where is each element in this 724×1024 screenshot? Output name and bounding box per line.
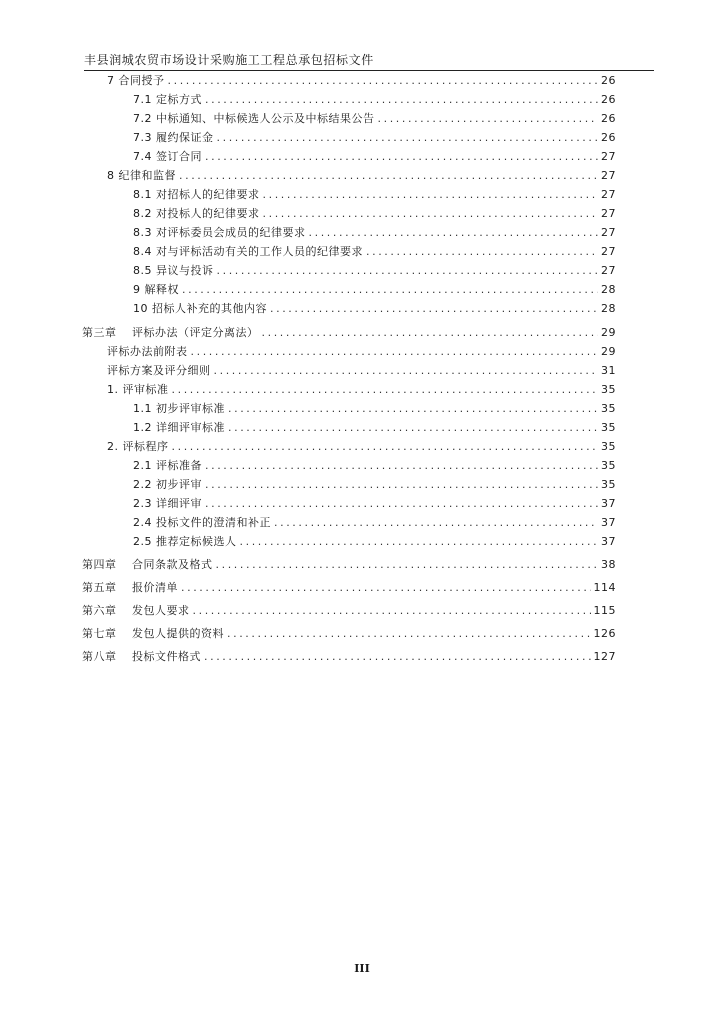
toc-entry-label: 8 纪律和监督 xyxy=(107,169,176,182)
toc-leader xyxy=(172,440,599,454)
toc-entry-8-5[interactable] xyxy=(133,260,616,278)
toc-entry-page: 27 xyxy=(601,226,616,239)
toc-entry-label: 2.1 评标准备 xyxy=(133,459,202,472)
toc-chapter-number: 第七章 xyxy=(82,627,117,640)
toc-entry-2-3[interactable] xyxy=(133,493,616,511)
toc-entry-8-4[interactable] xyxy=(133,241,616,259)
toc-entry-page: 37 xyxy=(601,516,616,529)
toc-entry-page: 37 xyxy=(601,535,616,548)
toc-entry-2[interactable] xyxy=(107,436,616,454)
toc-entry-label: 8.3 对评标委员会成员的纪律要求 xyxy=(133,226,306,239)
toc-entry-page: 127 xyxy=(593,650,616,663)
toc-entry-label: 8.4 对与评标活动有关的工作人员的纪律要求 xyxy=(133,245,363,258)
toc-entry-7-3[interactable] xyxy=(133,127,616,145)
toc-chapter-number: 第四章 xyxy=(82,558,117,571)
toc-chapter-7[interactable] xyxy=(82,623,616,641)
toc-entry-page: 35 xyxy=(601,440,616,453)
toc-entry-label: 2.3 详细评审 xyxy=(133,497,202,510)
toc-entry-page: 27 xyxy=(601,245,616,258)
toc-chapter-number: 第八章 xyxy=(82,650,117,663)
toc-leader xyxy=(172,383,599,397)
toc-entry-label: 7.4 签订合同 xyxy=(133,150,202,163)
toc-entry-page: 35 xyxy=(601,402,616,415)
toc-leader xyxy=(228,402,598,416)
toc-entry-page: 37 xyxy=(601,497,616,510)
toc-entry-page: 27 xyxy=(601,188,616,201)
toc-chapter-number: 第三章 xyxy=(82,326,117,339)
toc-entry-7-4[interactable] xyxy=(133,146,616,164)
toc-entry-label: 1.2 详细评审标准 xyxy=(133,421,225,434)
toc-entry-page: 27 xyxy=(601,169,616,182)
toc-entry-label: 评标办法（评定分离法） xyxy=(132,326,259,339)
toc-entry-page: 115 xyxy=(593,604,616,617)
header-title: 丰县润城农贸市场设计采购施工工程总承包招标文件 xyxy=(84,53,374,67)
toc-leader xyxy=(228,421,598,435)
toc-chapter-4[interactable] xyxy=(82,554,616,572)
toc-leader xyxy=(263,188,599,202)
toc-leader xyxy=(214,364,599,378)
toc-entry-evaluation-scheme[interactable] xyxy=(107,360,616,378)
toc-entry-label: 2.4 投标文件的澄清和补正 xyxy=(133,516,271,529)
toc-leader xyxy=(205,459,598,473)
toc-entry-page: 29 xyxy=(601,345,616,358)
toc-entry-label: 评标办法前附表 xyxy=(107,345,188,358)
toc-leader xyxy=(181,581,591,595)
toc-leader xyxy=(205,150,598,164)
toc-entry-page: 26 xyxy=(601,112,616,125)
toc-leader xyxy=(378,112,599,126)
toc-leader xyxy=(274,516,598,530)
toc-leader xyxy=(191,345,599,359)
toc-entry-1-2[interactable] xyxy=(133,417,616,435)
toc-entry-page: 26 xyxy=(601,131,616,144)
toc-leader xyxy=(217,131,599,145)
toc-entry-page: 35 xyxy=(601,459,616,472)
toc-entry-page: 35 xyxy=(601,478,616,491)
toc-entry-1-1[interactable] xyxy=(133,398,616,416)
toc-leader xyxy=(227,627,591,641)
toc-entry-page: 26 xyxy=(601,93,616,106)
toc-entry-7[interactable] xyxy=(107,70,616,88)
toc-entry-2-5[interactable] xyxy=(133,531,616,549)
toc-entry-label: 投标文件格式 xyxy=(132,650,201,663)
toc-entry-page: 27 xyxy=(601,150,616,163)
toc-entry-page: 38 xyxy=(601,558,616,571)
toc-entry-label: 合同条款及格式 xyxy=(132,558,213,571)
toc-entry-label: 2. 评标程序 xyxy=(107,440,169,453)
toc-entry-page: 29 xyxy=(601,326,616,339)
toc-entry-page: 114 xyxy=(593,581,616,594)
toc-entry-label: 评标方案及评分细则 xyxy=(107,364,211,377)
toc-entry-page: 28 xyxy=(601,283,616,296)
toc-entry-label: 2.5 推荐定标候选人 xyxy=(133,535,237,548)
toc-entry-label: 8.1 对招标人的纪律要求 xyxy=(133,188,260,201)
toc-entry-evaluation-appendix[interactable] xyxy=(107,341,616,359)
toc-leader xyxy=(240,535,599,549)
toc-entry-7-1[interactable] xyxy=(133,89,616,107)
toc-entry-label: 1. 评审标准 xyxy=(107,383,169,396)
toc-entry-10[interactable] xyxy=(133,298,616,316)
toc-entry-label: 7.1 定标方式 xyxy=(133,93,202,106)
toc-leader xyxy=(179,169,598,183)
toc-leader xyxy=(168,74,599,88)
toc-leader xyxy=(270,302,598,316)
toc-entry-9[interactable] xyxy=(133,279,616,297)
toc-leader xyxy=(193,604,591,618)
toc-chapter-5[interactable] xyxy=(82,577,616,595)
toc-entry-label: 10 招标人补充的其他内容 xyxy=(133,302,267,315)
toc-entry-label: 8.5 异议与投诉 xyxy=(133,264,214,277)
toc-entry-page: 27 xyxy=(601,207,616,220)
toc-leader xyxy=(217,264,599,278)
toc-entry-8-1[interactable] xyxy=(133,184,616,202)
toc-entry-label: 发包人要求 xyxy=(132,604,190,617)
toc-entry-2-4[interactable] xyxy=(133,512,616,530)
toc-entry-label: 7.3 履约保证金 xyxy=(133,131,214,144)
toc-entry-page: 31 xyxy=(601,364,616,377)
toc-leader xyxy=(205,497,598,511)
toc-entry-label: 7 合同授予 xyxy=(107,74,165,87)
toc-entry-label: 9 解释权 xyxy=(133,283,179,296)
toc-leader xyxy=(216,558,599,572)
toc-chapter-number: 第六章 xyxy=(82,604,117,617)
toc-entry-2-1[interactable] xyxy=(133,455,616,473)
toc-entry-1[interactable] xyxy=(107,379,616,397)
toc-entry-page: 28 xyxy=(601,302,616,315)
toc-entry-page: 26 xyxy=(601,74,616,87)
toc-leader xyxy=(263,207,599,221)
toc-entry-label: 发包人提供的资料 xyxy=(132,627,224,640)
document-header xyxy=(84,50,654,71)
toc-leader xyxy=(205,93,598,107)
toc-entry-label: 2.2 初步评审 xyxy=(133,478,202,491)
toc-chapter-8[interactable] xyxy=(82,646,616,664)
toc-entry-page: 35 xyxy=(601,421,616,434)
toc-chapter-6[interactable] xyxy=(82,600,616,618)
toc-entry-8-3[interactable] xyxy=(133,222,616,240)
toc-leader xyxy=(366,245,598,259)
toc-entry-page: 27 xyxy=(601,264,616,277)
toc-entry-page: 35 xyxy=(601,383,616,396)
toc-leader xyxy=(262,326,599,340)
toc-entry-8-2[interactable] xyxy=(133,203,616,221)
toc-entry-label: 报价清单 xyxy=(132,581,178,594)
toc-leader xyxy=(309,226,599,240)
toc-entry-label: 1.1 初步评审标准 xyxy=(133,402,225,415)
toc-leader xyxy=(204,650,591,664)
toc-leader xyxy=(182,283,598,297)
toc-entry-label: 8.2 对投标人的纪律要求 xyxy=(133,207,260,220)
toc-entry-7-2[interactable] xyxy=(133,108,616,126)
toc-entry-label: 7.2 中标通知、中标候选人公示及中标结果公告 xyxy=(133,112,375,125)
toc-entry-8[interactable] xyxy=(107,165,616,183)
toc-chapter-number: 第五章 xyxy=(82,581,117,594)
toc-leader xyxy=(205,478,598,492)
toc-entry-2-2[interactable] xyxy=(133,474,616,492)
page-number: III xyxy=(354,962,370,975)
toc-entry-page: 126 xyxy=(593,627,616,640)
toc-chapter-3[interactable] xyxy=(82,322,616,340)
